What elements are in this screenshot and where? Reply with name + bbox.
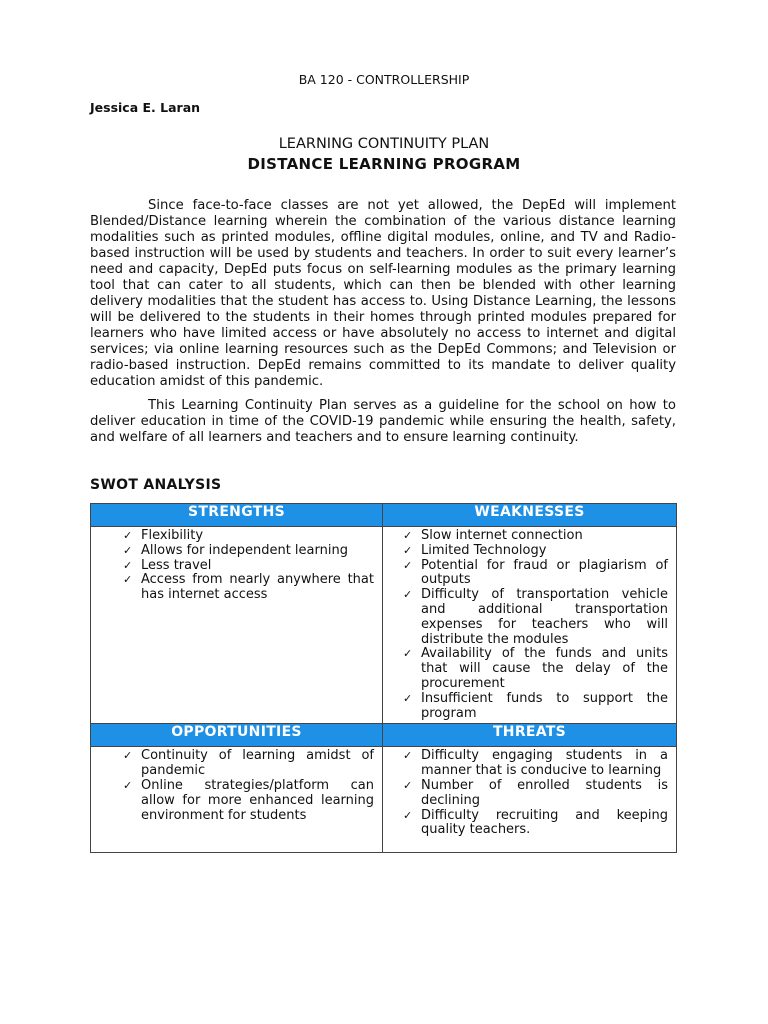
document-subtitle: DISTANCE LEARNING PROGRAM — [247, 155, 521, 173]
checklist-item-text: Number of enrolled students is declining — [421, 777, 668, 808]
checklist-item-text: Limited Technology — [421, 542, 547, 558]
checkmark-icon: ✓ — [403, 778, 413, 792]
document-title: LEARNING CONTINUITY PLAN — [278, 136, 490, 152]
swot-content-row — [91, 747, 677, 853]
intro-paragraph: Since face-to-face classes are not yet allowed, the DepEd will implement Blended/Distance learning wherein the combination of the various distance learning modalities such as printed modules, offline digital modules, online, and TV and Radio-based instruction will be used by students and teachers. In order to suit every learner’s need and capacity, DepEd puts focus on self-learning modules as the primary learning tool that can cater to all students, which can then be blended with other learning delivery modalities that the student has access to. Using Distance Learning, the lessons will be delivered to the students in their homes through printed modules prepared for learners who have limited access or have absolutely no access to internet and digital services; via online learning resources such as the DepEd Commons; and Television or radio-based instruction. DepEd remains committed to its mandate to deliver quality education amidst of this pandemic. — [90, 198, 676, 389]
strengths-cell — [91, 527, 383, 724]
checklist-item-text: Potential for fraud or plagiarism of outputs — [421, 557, 668, 588]
swot-content-row — [91, 527, 677, 724]
checkmark-icon: ✓ — [403, 588, 413, 602]
checkmark-icon: ✓ — [123, 778, 133, 792]
opportunities-list — [99, 749, 374, 823]
checklist-item — [391, 809, 668, 839]
checklist-item-text: Access from nearly anywhere that has internet access — [141, 572, 374, 603]
swot-header-row — [91, 724, 677, 747]
checklist-item-text: Allows for independent learning — [141, 542, 348, 558]
strengths-list — [99, 529, 374, 603]
checkmark-icon: ✓ — [403, 691, 413, 705]
checklist-item — [99, 544, 374, 559]
checkmark-icon: ✓ — [123, 573, 133, 587]
checklist-item — [99, 573, 374, 603]
opportunities-header: OPPORTUNITIES — [91, 724, 383, 747]
checkmark-icon: ✓ — [123, 529, 133, 542]
checklist-item — [391, 559, 668, 589]
checklist-item — [391, 544, 668, 559]
checklist-item-text: Continuity of learning amidst of pandemic — [141, 748, 374, 779]
weaknesses-list — [391, 529, 668, 721]
checklist-item-text: Difficulty recruiting and keeping quality teachers. — [421, 807, 668, 838]
checklist-item — [99, 559, 374, 574]
checklist-item — [391, 749, 668, 779]
checkmark-icon: ✓ — [403, 647, 413, 661]
weaknesses-header: WEAKNESSES — [383, 504, 677, 527]
weaknesses-cell — [383, 527, 677, 724]
checklist-item — [99, 779, 374, 823]
checklist-item-text: Less travel — [141, 557, 212, 573]
checklist-item — [99, 749, 374, 779]
checklist-item-text: Difficulty engaging students in a manner that is conducive to learning — [421, 748, 668, 779]
strengths-header: STRENGTHS — [91, 504, 383, 527]
checkmark-icon: ✓ — [403, 543, 413, 557]
checkmark-icon: ✓ — [403, 558, 413, 572]
checklist-item — [391, 588, 668, 647]
checkmark-icon: ✓ — [403, 808, 413, 822]
checklist-item — [99, 529, 374, 544]
checklist-item — [391, 529, 668, 544]
checklist-item-text: Difficulty of transportation vehicle and additional transportation expenses for teachers who will distribute the modules — [421, 587, 668, 647]
checklist-item-text: Insufficient funds to support the program — [421, 690, 668, 721]
swot-header-row — [91, 504, 677, 527]
checkmark-icon: ✓ — [403, 529, 413, 542]
checkmark-icon: ✓ — [123, 543, 133, 557]
purpose-paragraph: This Learning Continuity Plan serves as a guideline for the school on how to deliver education in time of the COVID-19 pandemic while ensuring the health, safety, and welfare of all learners and teachers and to ensure learning continuity. — [90, 398, 676, 445]
checkmark-icon: ✓ — [123, 558, 133, 572]
checklist-item — [391, 647, 668, 691]
checklist-item-text: Slow internet connection — [421, 528, 583, 543]
swot-table — [90, 503, 677, 853]
checkmark-icon: ✓ — [123, 749, 133, 763]
checklist-item — [391, 779, 668, 809]
checklist-item-text: Online strategies/platform can allow for more enhanced learning environment for students — [141, 777, 374, 823]
course-code: BA 120 - CONTROLLERSHIP — [298, 72, 470, 87]
threats-list — [391, 749, 668, 838]
author-name: Jessica E. Laran — [90, 100, 201, 115]
threats-header: THREATS — [383, 724, 677, 747]
checklist-item-text: Flexibility — [141, 528, 204, 543]
checklist-item-text: Availability of the funds and units that will cause the delay of the procurement — [421, 646, 668, 691]
checkmark-icon: ✓ — [403, 749, 413, 763]
threats-cell — [383, 747, 677, 853]
checklist-item — [391, 692, 668, 722]
swot-heading: SWOT ANALYSIS — [90, 477, 222, 493]
opportunities-cell — [91, 747, 383, 853]
